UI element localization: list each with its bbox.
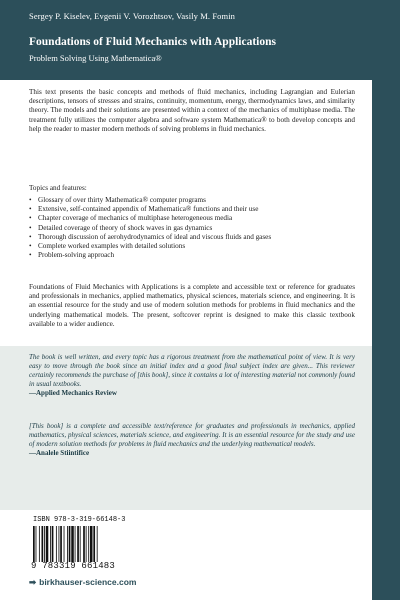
publisher-logo-icon: ➡ [29, 577, 37, 587]
publisher-url: ➡ birkhauser-science.com [29, 577, 137, 587]
authors: Sergey P. Kiselev, Evgenii V. Vorozhtsov, Vasily M. Fomin [29, 11, 236, 21]
bullet-icon: • [29, 214, 32, 223]
list-item: • Glossary of over thirty Mathematica® computer programs [29, 196, 206, 204]
list-item: • Extensive, self-contained appendix of Mathematica® functions and their use [29, 205, 259, 214]
book-subtitle: Problem Solving Using Mathematica® [29, 53, 162, 63]
bullet-icon: • [29, 242, 32, 251]
review-quote: [This book] is a complete and accessible text/reference for graduates and professionals in mechanics, applied mathematics, physical sciences, materials science, and engineering. It is an essential resource for the study and use of modern solution methods for problems in fluid mechanics and the underlying mathematical models. [29, 422, 355, 448]
isbn-digits: 9 783319 661483 [31, 561, 116, 571]
list-item: • Chapter coverage of mechanics of multiphase heterogeneous media [29, 214, 233, 223]
barcode-icon [33, 526, 121, 562]
bullet-icon: • [29, 251, 32, 260]
review-quote: The book is well written, and every topic has a rigorous treatment from the mathematical point of view. It is very easy to move through the book since an initial index and a good final subject index are given... This reviewer certainly recommends the purchase of [this book], since it contains a lot of interesting material not commonly found in usual textbooks. [29, 353, 355, 388]
review-source: —Applied Mechanics Review [29, 388, 117, 397]
review-1 [29, 353, 355, 398]
bullet-icon: • [29, 205, 32, 214]
closing-paragraph: Foundations of Fluid Mechanics with Applications is a complete and accessible text or reference for graduates and professionals in mechanics, applied mathematics, physical sciences, materials science, and engineering. It is an essential resource for the study and use of modern solution methods for problems in fluid mechanics and the underlying mathematical models. The present, softcover reprint is designed to make this classic textbook available to a wider audience. [29, 283, 355, 328]
isbn-label: ISBN 978-3-319-66148-3 [33, 516, 126, 524]
review-2 [29, 422, 355, 458]
intro-paragraph: This text presents the basic concepts and methods of fluid mechanics, including Lagrangian and Eulerian descriptions, tensors of stresses and strains, continuity, momentum, energy, thermodynamics laws, and similarity theory. The models and their solutions are presented within a context of the mechanics of multiphase media. The treatment fully utilizes the computer algebra and software system Mathematica® to both develop concepts and help the reader to master modern methods of solving problems in fluid mechanics. [29, 88, 355, 133]
book-title: Foundations of Fluid Mechanics with Applications [29, 36, 276, 48]
list-item: • Detailed coverage of theory of shock waves in gas dynamics [29, 223, 213, 232]
bullet-icon: • [29, 232, 32, 241]
topics-heading: Topics and features: [29, 184, 87, 192]
header-band [0, 0, 372, 80]
feature-list [29, 196, 271, 261]
spine-strip [372, 0, 400, 600]
bullet-icon: • [29, 196, 32, 204]
list-item: • Complete worked examples with detailed solutions [29, 242, 186, 251]
list-item: • Thorough discussion of aerohydrodynamics of ideal and viscous fluids and gases [29, 232, 272, 241]
review-source: —Analele Stiintifice [29, 448, 90, 457]
list-item: • Problem-solving approach [29, 251, 115, 260]
bullet-icon: • [29, 223, 32, 232]
